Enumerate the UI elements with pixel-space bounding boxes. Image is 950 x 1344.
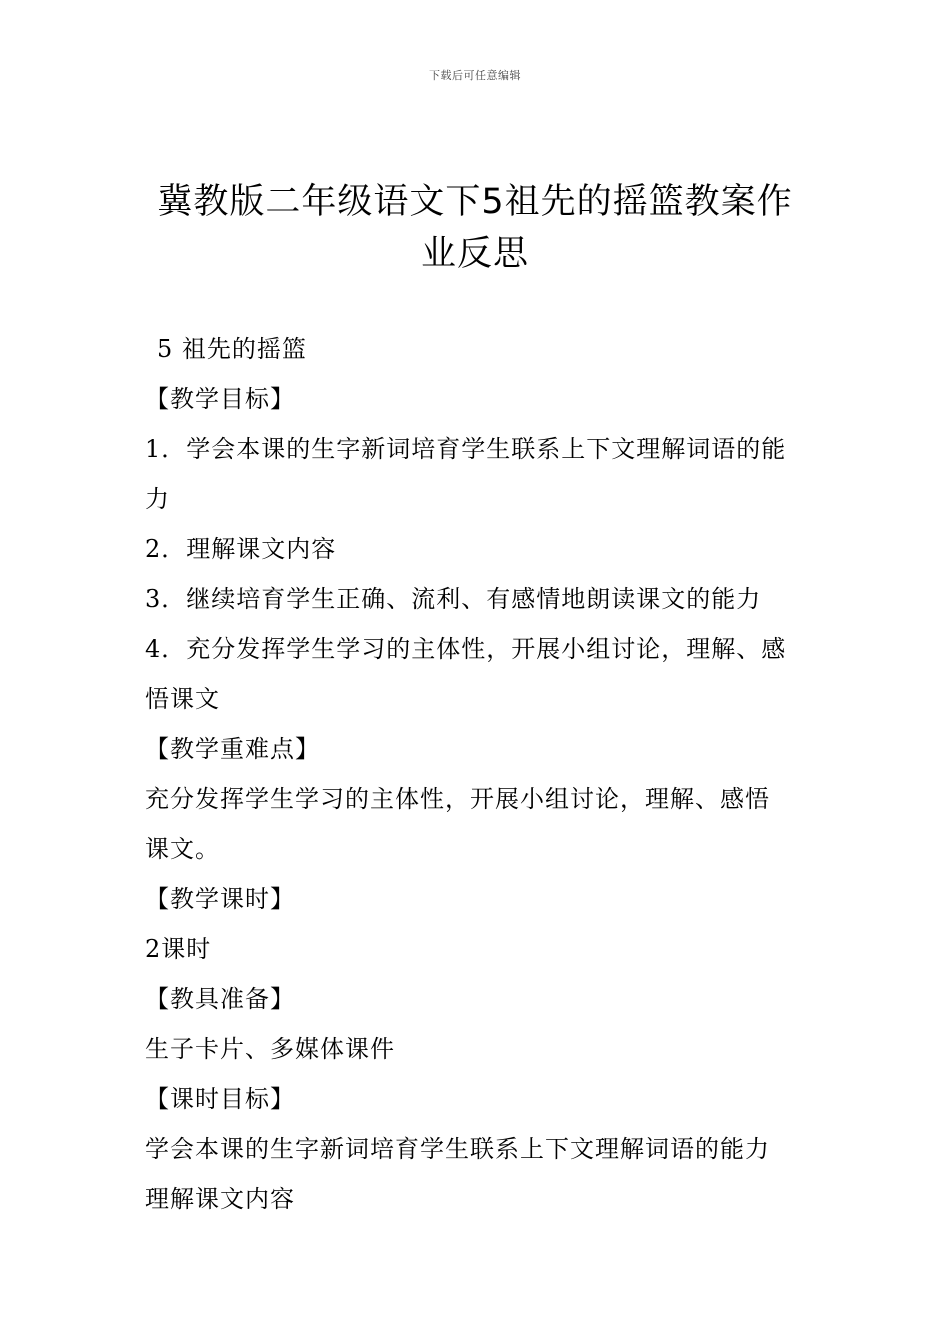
lesson-title: 5 祖先的摇篮 — [157, 335, 307, 363]
paragraph-line: 2．理解课文内容 — [145, 535, 337, 563]
header-note: 下载后可任意编辑 — [429, 69, 521, 82]
paragraph-line: 力 — [145, 485, 170, 513]
title-line: 冀教版二年级语文下5祖先的摇篮教案作 — [157, 182, 793, 222]
paragraph-line: 2课时 — [145, 935, 212, 963]
section-heading: 【教学目标】 — [145, 385, 295, 413]
paragraph-line: 课文。 — [145, 835, 220, 863]
document-title — [130, 176, 820, 280]
section-heading: 【课时目标】 — [145, 1085, 295, 1113]
paragraph-line: 悟课文 — [145, 685, 220, 713]
paragraph-line: 1．学会本课的生字新词培育学生联系上下文理解词语的能 — [145, 435, 787, 463]
paragraph-line: 生子卡片、多媒体课件 — [145, 1035, 395, 1063]
paragraph-line: 理解课文内容 — [145, 1185, 295, 1213]
section-heading: 【教学课时】 — [145, 885, 295, 913]
paragraph-line: 充分发挥学生学习的主体性，开展小组讨论，理解、感悟 — [145, 785, 770, 813]
document-body — [145, 324, 810, 1224]
paragraph-line: 3．继续培育学生正确、流利、有感情地朗读课文的能力 — [145, 585, 762, 613]
paragraph-line: 4．充分发挥学生学习的主体性，开展小组讨论，理解、感 — [145, 635, 787, 663]
paragraph-line: 学会本课的生字新词培育学生联系上下文理解词语的能力 — [145, 1135, 770, 1163]
section-heading: 【教具准备】 — [145, 985, 295, 1013]
title-line: 业反思 — [420, 234, 529, 274]
section-heading: 【教学重难点】 — [145, 735, 320, 763]
